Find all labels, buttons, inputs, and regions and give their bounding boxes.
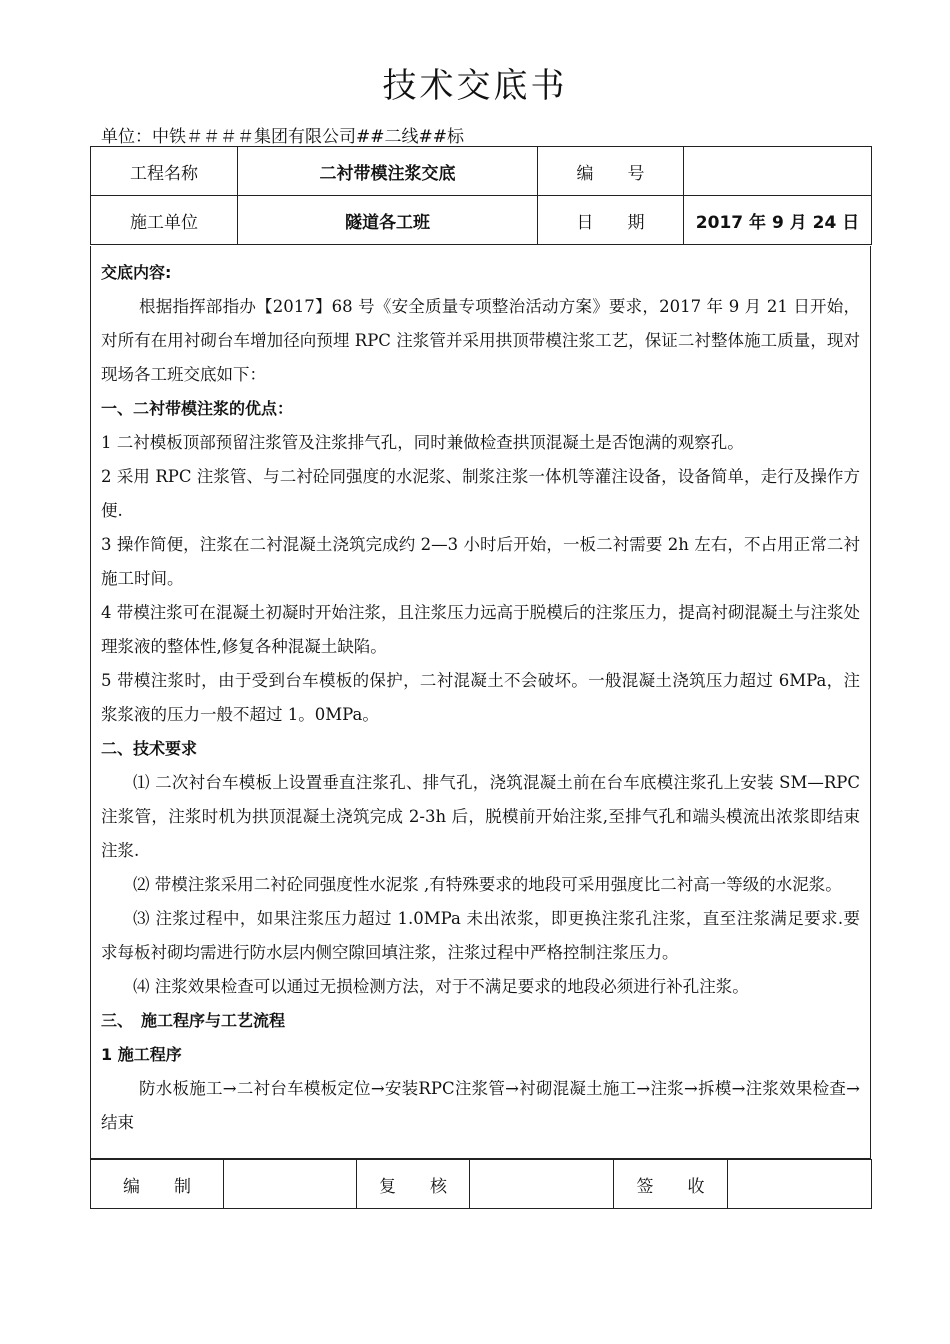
header-row-unit xyxy=(91,196,872,245)
section2-item-3: ⑶ 注浆过程中，如果注浆压力超过 1.0MPa 未出浓浆，即更换注浆孔注浆，直至注浆满足要求.要求每板衬砌均需进行防水层内侧空隙回填注浆，注浆过程中严格控制注浆压力。 xyxy=(101,909,860,962)
project-name-value: 二衬带模注浆交底 xyxy=(238,147,538,196)
compile-value xyxy=(224,1160,357,1209)
section3-title: 三、 施工程序与工艺流程 xyxy=(101,1011,286,1030)
section3-flow-text: 防水板施工→二衬台车模板定位→安装RPC注浆管→衬砌混凝土施工→注浆→拆模→注浆效果检查→结束 xyxy=(101,1079,860,1132)
date-value: 2017 年 9 月 24 日 xyxy=(684,196,872,245)
header-table xyxy=(90,146,872,245)
section1-item-2: 2 采用 RPC 注浆管、与二衬砼同强度的水泥浆、制浆注浆一体机等灌注设备，设备简单，走行及操作方便. xyxy=(101,467,860,520)
content-cell xyxy=(90,246,871,1159)
content-label: 交底内容: xyxy=(101,263,172,282)
compile-label: 编 制 xyxy=(91,1160,224,1209)
project-name-label: 工程名称 xyxy=(91,147,238,196)
number-label: 编 号 xyxy=(538,147,684,196)
section2-title: 二、技术要求 xyxy=(101,739,198,758)
sign-value xyxy=(728,1160,872,1209)
section1-title: 一、二衬带模注浆的优点： xyxy=(101,399,294,418)
section1-item-1: 1 二衬模板顶部预留注浆管及注浆排气孔，同时兼做检查拱顶混凝土是否饱满的观察孔。 xyxy=(101,433,744,452)
header-row-project xyxy=(91,147,872,196)
section2-item-2: ⑵ 带模注浆采用二衬砼同强度性水泥浆 ,有特殊要求的地段可采用强度比二衬高一等级的水泥浆。 xyxy=(133,875,842,894)
date-label: 日 期 xyxy=(538,196,684,245)
footer-table xyxy=(90,1159,872,1209)
review-label: 复 核 xyxy=(357,1160,470,1209)
footer-row xyxy=(91,1160,872,1209)
intro-paragraph: 根据指挥部指办【2017】68 号《安全质量专项整治活动方案》要求，2017 年 9 月 21 日开始，对所有在用衬砌台车增加径向预埋 RPC 注浆管并采用拱顶带模注浆工艺，保证二衬整体施工质量，现对现场各工班交底如下： xyxy=(101,297,860,384)
section1-item-3: 3 操作简便，注浆在二衬混凝土浇筑完成约 2—3 小时后开始，一板二衬需要 2h 左右，不占用正常二衬施工时间。 xyxy=(101,535,860,588)
document-title: 技术交底书 xyxy=(382,66,568,106)
section2-item-4: ⑷ 注浆效果检查可以通过无损检测方法，对于不满足要求的地段必须进行补孔注浆。 xyxy=(133,977,749,996)
unit-line: 单位：中铁＃＃＃＃集团有限公司##二线##标 xyxy=(101,127,464,147)
section1-item-4: 4 带模注浆可在混凝土初凝时开始注浆，且注浆压力远高于脱模后的注浆压力，提高衬砌混凝土与注浆处理浆液的整体性,修复各种混凝土缺陷。 xyxy=(101,603,860,656)
construction-unit-value: 隧道各工班 xyxy=(238,196,538,245)
section1-item-5: 5 带模注浆时，由于受到台车模板的保护，二衬混凝土不会破坏。一般混凝土浇筑压力超过 6MPa，注浆浆液的压力一般不超过 1。0MPa。 xyxy=(101,671,860,724)
sign-label: 签 收 xyxy=(614,1160,728,1209)
number-value xyxy=(684,147,872,196)
content-body xyxy=(91,246,870,1140)
construction-unit-label: 施工单位 xyxy=(91,196,238,245)
review-value xyxy=(470,1160,614,1209)
section3-subtitle: 1 施工程序 xyxy=(101,1045,182,1064)
section2-item-1: ⑴ 二次衬台车模板上设置垂直注浆孔、排气孔，浇筑混凝土前在台车底模注浆孔上安装 SM—RPC 注浆管，注浆时机为拱顶混凝土浇筑完成 2-3h 后，脱模前开始注浆,至排气孔和端头模流出浓浆即结束注浆. xyxy=(101,773,860,860)
